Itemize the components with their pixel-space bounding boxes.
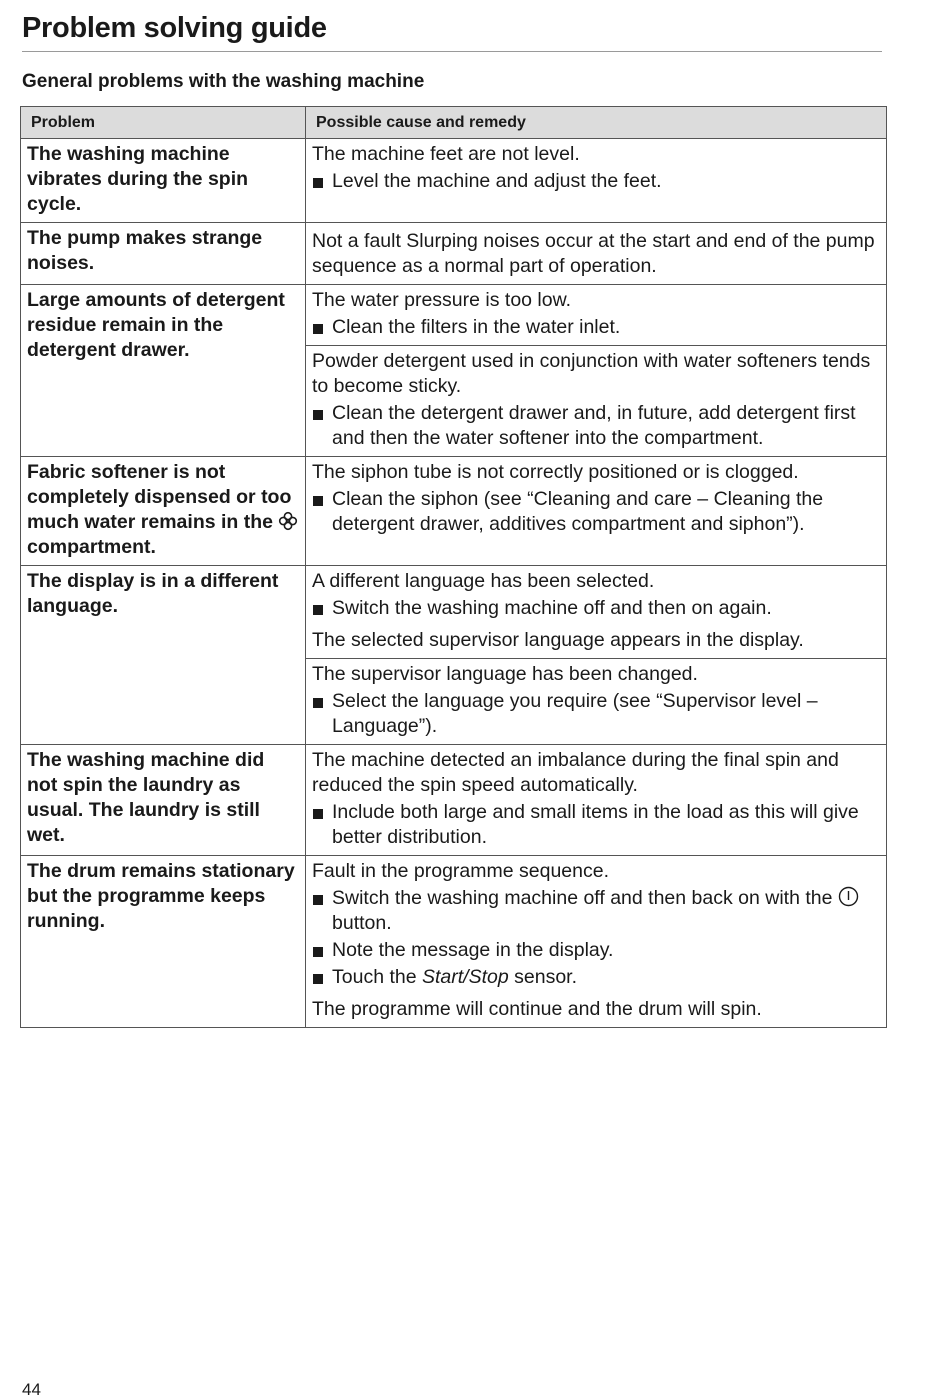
remedy-cell — [306, 223, 887, 285]
problem-cell: The pump makes strange noises. — [21, 223, 306, 285]
table-row — [21, 457, 887, 566]
column-header-remedy: Possible cause and remedy — [306, 107, 887, 139]
remedy-text: Select the language you require (see “Supervisor level – Language”). — [332, 690, 818, 737]
bullet-square-icon — [313, 324, 323, 334]
remedy-text: Note the message in the display. — [332, 939, 614, 961]
remedy-item — [312, 169, 878, 194]
remedy-cell — [306, 566, 887, 659]
bullet-square-icon — [313, 947, 323, 957]
remedy-item — [312, 315, 878, 340]
remedy-text: Switch the washing machine off and then on again. — [332, 597, 772, 619]
remedy-item — [312, 487, 878, 537]
cause-text: The supervisor language has been changed. — [312, 663, 698, 685]
remedy-text: Switch the washing machine off and then back on with the — [332, 887, 833, 909]
remedy-text: Clean the detergent drawer and, in future, add detergent first and then the water softener into the compartment. — [332, 402, 856, 449]
table-row — [21, 223, 887, 285]
remedy-text: Clean the filters in the water inlet. — [332, 316, 621, 338]
cause-text: Fault in the programme sequence. — [312, 860, 609, 882]
note-text: The selected supervisor language appears in the display. — [312, 629, 804, 651]
remedy-cell — [306, 457, 887, 566]
problem-cell: The washing machine did not spin the laundry as usual. The laundry is still wet. — [21, 745, 306, 856]
page-title: Problem solving guide — [22, 12, 327, 44]
problem-text-end: compartment. — [27, 536, 156, 558]
bullet-square-icon — [313, 809, 323, 819]
problem-cell: The drum remains stationary but the programme keeps running. — [21, 856, 306, 1028]
cause-text: Not a fault Slurping noises occur at the start and end of the pump sequence as a normal part of operation. — [312, 230, 875, 277]
page-number: 44 — [22, 1380, 41, 1399]
bullet-square-icon — [313, 178, 323, 188]
remedy-cell — [306, 856, 887, 1028]
section-title: General problems with the washing machine — [22, 71, 425, 92]
table-row — [21, 139, 887, 223]
problem-cell — [21, 457, 306, 566]
cause-text: The machine detected an imbalance during the final spin and reduced the spin speed automatically. — [312, 749, 839, 796]
remedy-text: Touch the — [332, 966, 417, 988]
remedy-item — [312, 596, 878, 621]
problem-cell: The display is in a different language. — [21, 566, 306, 745]
bullet-square-icon — [313, 605, 323, 615]
table-row — [21, 285, 887, 346]
bullet-square-icon — [313, 974, 323, 984]
fabric-softener-flower-icon — [278, 511, 298, 531]
remedy-item — [312, 886, 878, 936]
title-divider — [22, 51, 882, 52]
table-row — [21, 566, 887, 659]
remedy-text: Include both large and small items in the load as this will give better distribution. — [332, 801, 859, 848]
problem-text: Fabric softener is not completely dispensed or too much water remains in the — [27, 461, 292, 533]
table-row — [21, 856, 887, 1028]
cause-text: The machine feet are not level. — [312, 143, 580, 165]
cause-text: The water pressure is too low. — [312, 289, 572, 311]
remedy-item — [312, 800, 878, 850]
bullet-square-icon — [313, 410, 323, 420]
bullet-square-icon — [313, 895, 323, 905]
problem-cell: The washing machine vibrates during the spin cycle. — [21, 139, 306, 223]
remedy-item — [312, 965, 878, 990]
remedy-item — [312, 689, 878, 739]
note-text: The programme will continue and the drum will spin. — [312, 998, 762, 1020]
remedy-cell — [306, 745, 887, 856]
remedy-item — [312, 401, 878, 451]
cause-text: The siphon tube is not correctly positioned or is clogged. — [312, 461, 799, 483]
remedy-cell — [306, 659, 887, 745]
remedy-item — [312, 938, 878, 963]
problem-cell: Large amounts of detergent residue remain in the detergent drawer. — [21, 285, 306, 457]
remedy-cell — [306, 139, 887, 223]
cause-text: A different language has been selected. — [312, 570, 655, 592]
power-button-icon — [838, 886, 859, 907]
remedy-text: Level the machine and adjust the feet. — [332, 170, 662, 192]
troubleshooting-table — [20, 106, 887, 1028]
remedy-cell — [306, 285, 887, 346]
remedy-text-end: button. — [332, 912, 392, 934]
bullet-square-icon — [313, 496, 323, 506]
table-header-row — [21, 107, 887, 139]
remedy-cell — [306, 346, 887, 457]
column-header-problem: Problem — [21, 107, 306, 139]
remedy-text: Clean the siphon (see “Cleaning and care – Cleaning the detergent drawer, additives compartment and siphon”). — [332, 488, 824, 535]
bullet-square-icon — [313, 698, 323, 708]
remedy-text-end: sensor. — [514, 966, 577, 988]
cause-text: Powder detergent used in conjunction with water softeners tends to become sticky. — [312, 350, 871, 397]
start-stop-sensor-label: Start/Stop — [421, 966, 509, 988]
table-row — [21, 745, 887, 856]
